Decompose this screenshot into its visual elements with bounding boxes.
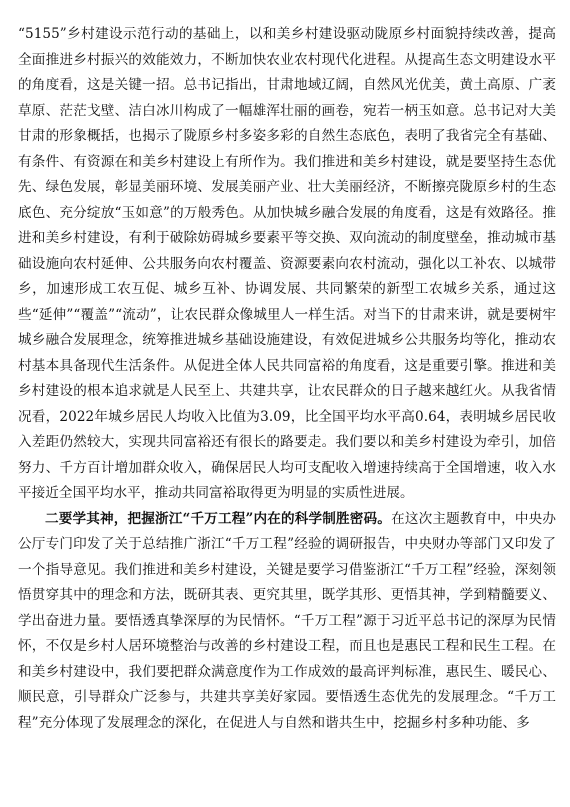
paragraph-2 bbox=[18, 507, 556, 737]
paragraph-1-text-b: 总书记指出，甘肃地域辽阔，自然风光优美，黄土高原、广袤草原、茫茫戈壁、洁白冰川构成了一幅雄浑壮丽的画卷，宛若一柄玉如意。 bbox=[18, 77, 556, 119]
paragraph-1-text-c: 总书记对大美甘肃的形象概括，也揭示了陇原乡村多姿多彩的自然生态底色，表明了我省完全有基础、有条件、有资源在和美乡村建设上有所作为。我们推进和美乡村建设，就是要坚持生态优先、绿色发展，彰显美丽环境、发展美丽产业、壮大美丽经济，不断擦亮陇原乡村的生态底色、充分绽放“玉如意”的万般秀色。从加快城乡融合发展的角度看，这是有效路径。推进和美乡村建设，有利于破除妨碍城乡要素平等交换、双向流动的制度壁垒，推动城市基础设施向农村延伸、公共服务向农村覆盖、资源要素向农村流动，强化以工补农、以城带乡，加速形成工农互促、城乡互补、协调发展、共同繁荣的新型工农城乡关系，通过这些“延伸”“覆盖”“流动”，让农民群众像城里人一样生活。对当下的甘肃来讲，就是要树牢城乡融合发展理念，统筹推进城乡基础设施建设，有效促进城乡公共服务均等化，推动农村基本具备现代生活条件。从促进全体人民共同富裕的角度看，这是重要引擎。推进和美乡村建设的根本追求就是人民至上、共建共享，让农民群众的日子越来越红火。从我省情况看，2022年城乡居民人均收入比值为3.09，比全国平均水平高0.64，表明城乡居民收入差距仍然较大，实现共同富裕还有很长的路要走。我们要以和美乡村建设为牵引，加倍努力、千方百计增加群众收入，确保居民人均可支配收入增速持续高于全国增速，收入水平接近全国平均水平，推动共同富裕取得更为明显的实质性进展。 bbox=[18, 102, 556, 501]
paragraph-2-text: 在这次主题教育中，中央办公厅专门印发了关于总结推广浙江“千万工程”经验的调研报告，中央财办等部门又印发了一个指导意见。我们推进和美乡村建设，关键是要学习借鉴浙江“千万工程”经验，深刻领悟贯穿其中的理念和方法，既研其表、更究其里，既学其形、更悟其神，学到精髓要义、学出奋进力量。要悟透真挚深厚的为民情怀。“千万工程”源于习近平总书记的深厚为民情怀，不仅是乡村人居环境整治与改善的乡村建设工程，而且也是惠民工程和民生工程。在和美乡村建设中，我们要把群众满意度作为工作成效的最高评判标准，惠民生、暖民心、顺民意，引导群众广泛参与，共建共享美好家园。要悟透生态优先的发展理念。“千万工程”充分体现了发展理念的深化，在促进人与自然和谐共生中，挖掘乡村多种功能、多 bbox=[18, 510, 556, 731]
paragraph-1 bbox=[18, 22, 556, 507]
paragraph-2-heading: 二要学其神，把握浙江“千万工程”内在的科学制胜密码。 bbox=[45, 510, 392, 527]
paragraph-1-text-a: “5155”乡村建设示范行动的基础上，以和美乡村建设驱动陇原乡村面貌持续改善，提高全面推进乡村振兴的效能效力，不断加快农业农村现代化进程。从提高生态文明建设水平的角度看，这是关键一招。 bbox=[18, 26, 556, 93]
document-page bbox=[18, 22, 556, 736]
